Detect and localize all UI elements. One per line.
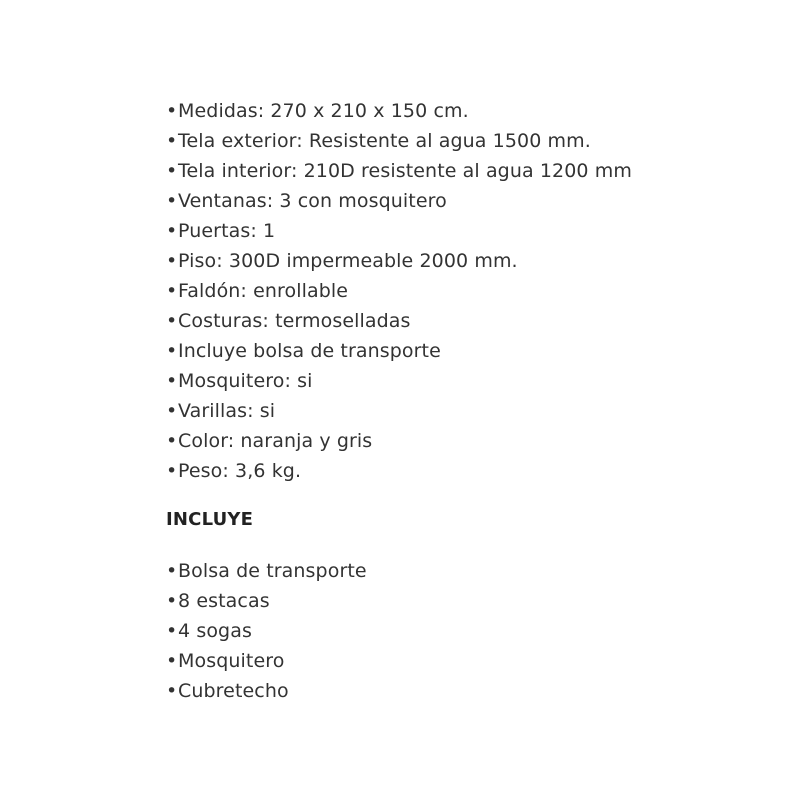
bullet-icon: • — [166, 340, 178, 362]
includes-item-bolsa — [166, 556, 367, 586]
spec-item-varillas — [166, 396, 632, 426]
includes-heading: INCLUYE — [166, 509, 254, 530]
bullet-icon: • — [166, 430, 178, 452]
spec-text: Varillas: si — [178, 400, 276, 422]
spec-text: Color: naranja y gris — [178, 430, 373, 452]
bullet-icon: • — [166, 460, 178, 482]
includes-item-sogas — [166, 616, 367, 646]
includes-text: Mosquitero — [178, 650, 285, 672]
spec-text: Mosquitero: si — [178, 370, 313, 392]
bullet-icon: • — [166, 560, 178, 582]
includes-text: Bolsa de transporte — [178, 560, 367, 582]
bullet-icon: • — [166, 250, 178, 272]
bullet-icon: • — [166, 680, 178, 702]
spec-text: Medidas: 270 x 210 x 150 cm. — [178, 100, 469, 122]
spec-text: Costuras: termoselladas — [178, 310, 411, 332]
spec-item-bolsa — [166, 336, 632, 366]
bullet-icon: • — [166, 400, 178, 422]
spec-text: Incluye bolsa de transporte — [178, 340, 441, 362]
includes-text: 4 sogas — [178, 620, 252, 642]
includes-text: 8 estacas — [178, 590, 270, 612]
specifications-list — [166, 96, 632, 486]
spec-item-costuras — [166, 306, 632, 336]
includes-item-mosquitero — [166, 646, 367, 676]
includes-text: Cubretecho — [178, 680, 289, 702]
spec-text: Faldón: enrollable — [178, 280, 349, 302]
spec-item-piso — [166, 246, 632, 276]
bullet-icon: • — [166, 130, 178, 152]
spec-item-medidas — [166, 96, 632, 126]
bullet-icon: • — [166, 100, 178, 122]
bullet-icon: • — [166, 190, 178, 212]
includes-item-estacas — [166, 586, 367, 616]
spec-item-color — [166, 426, 632, 456]
spec-text: Ventanas: 3 con mosquitero — [178, 190, 447, 212]
spec-text: Piso: 300D impermeable 2000 mm. — [178, 250, 518, 272]
bullet-icon: • — [166, 310, 178, 332]
bullet-icon: • — [166, 280, 178, 302]
spec-item-ventanas — [166, 186, 632, 216]
spec-text: Tela exterior: Resistente al agua 1500 mm. — [178, 130, 591, 152]
bullet-icon: • — [166, 650, 178, 672]
spec-text: Puertas: 1 — [178, 220, 276, 242]
spec-item-tela-exterior — [166, 126, 632, 156]
includes-item-cubretecho — [166, 676, 367, 706]
spec-item-peso — [166, 456, 632, 486]
bullet-icon: • — [166, 620, 178, 642]
spec-item-tela-interior — [166, 156, 632, 186]
spec-item-puertas — [166, 216, 632, 246]
spec-text: Peso: 3,6 kg. — [178, 460, 302, 482]
bullet-icon: • — [166, 590, 178, 612]
bullet-icon: • — [166, 160, 178, 182]
includes-list — [166, 556, 367, 706]
bullet-icon: • — [166, 370, 178, 392]
spec-item-mosquitero — [166, 366, 632, 396]
spec-item-faldon — [166, 276, 632, 306]
bullet-icon: • — [166, 220, 178, 242]
spec-text: Tela interior: 210D resistente al agua 1200 mm — [178, 160, 632, 182]
